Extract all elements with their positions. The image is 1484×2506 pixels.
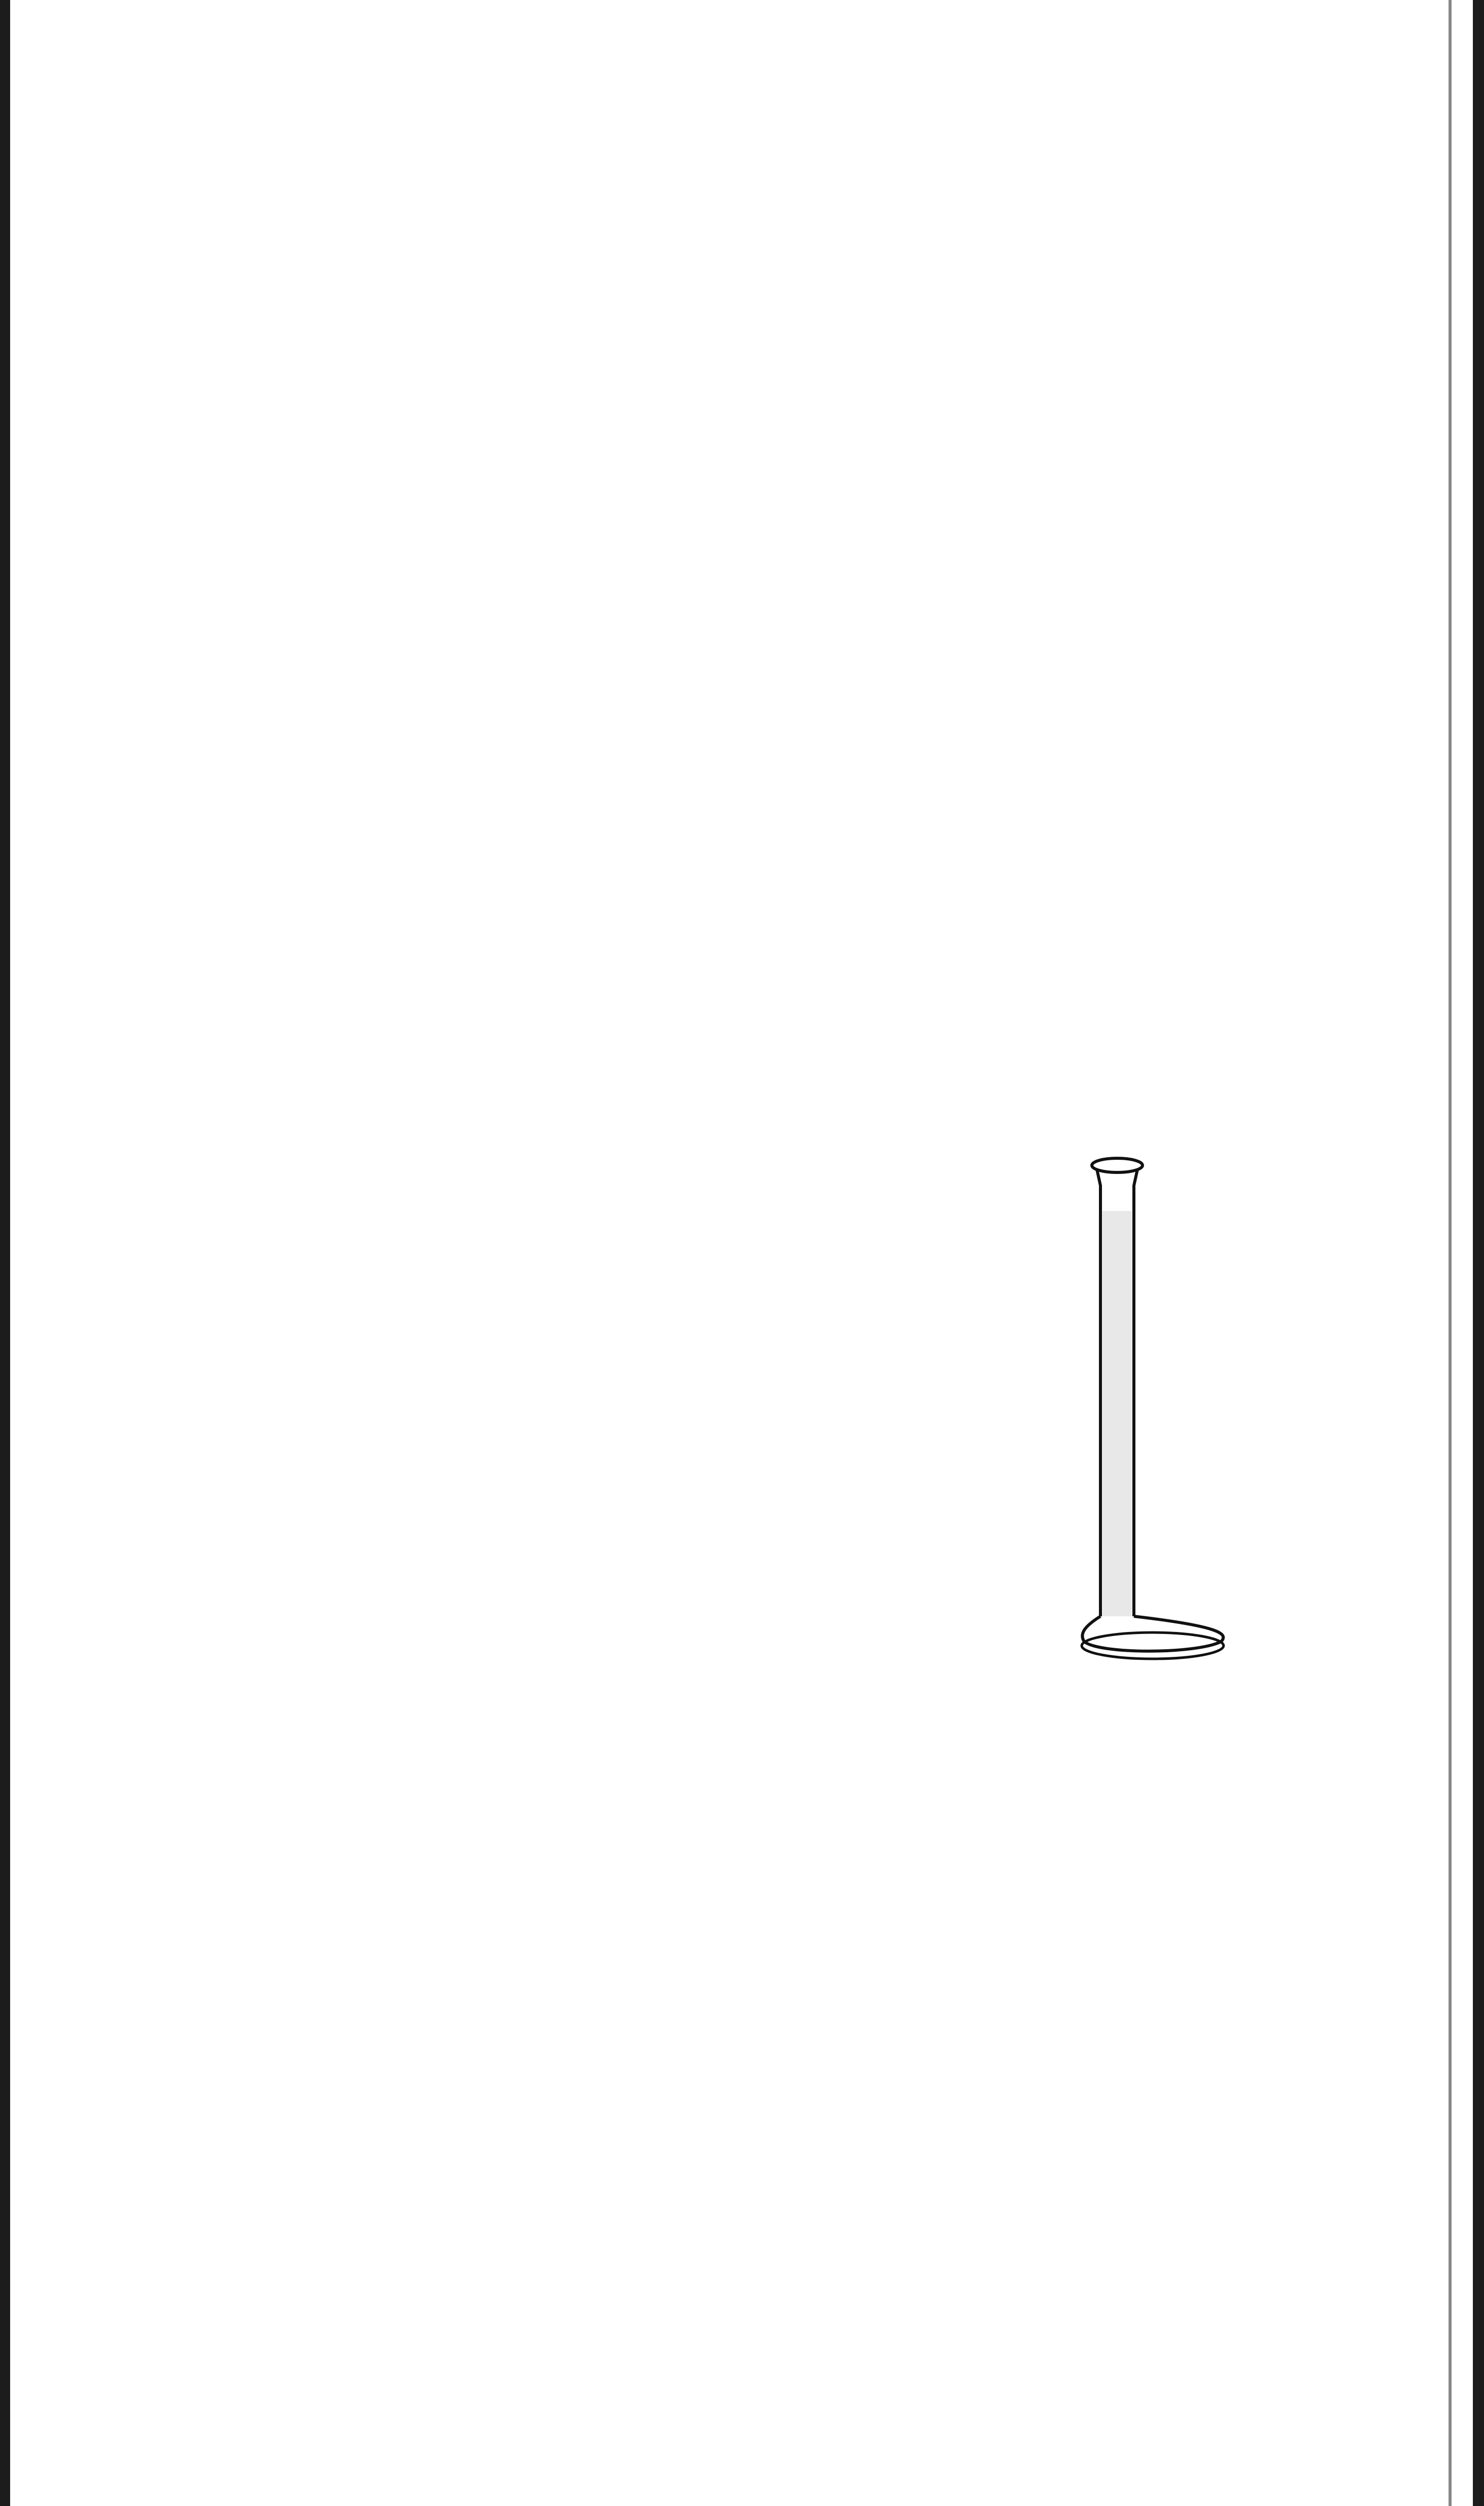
page-edge-line: [1449, 0, 1452, 2506]
octometer-drawing: [1069, 1155, 1262, 1672]
octometer-figure: [1069, 1155, 1262, 1672]
page-edge-left: [0, 0, 10, 2506]
running-head: [0, 193, 1484, 248]
page-edge-right: [1473, 0, 1484, 2506]
